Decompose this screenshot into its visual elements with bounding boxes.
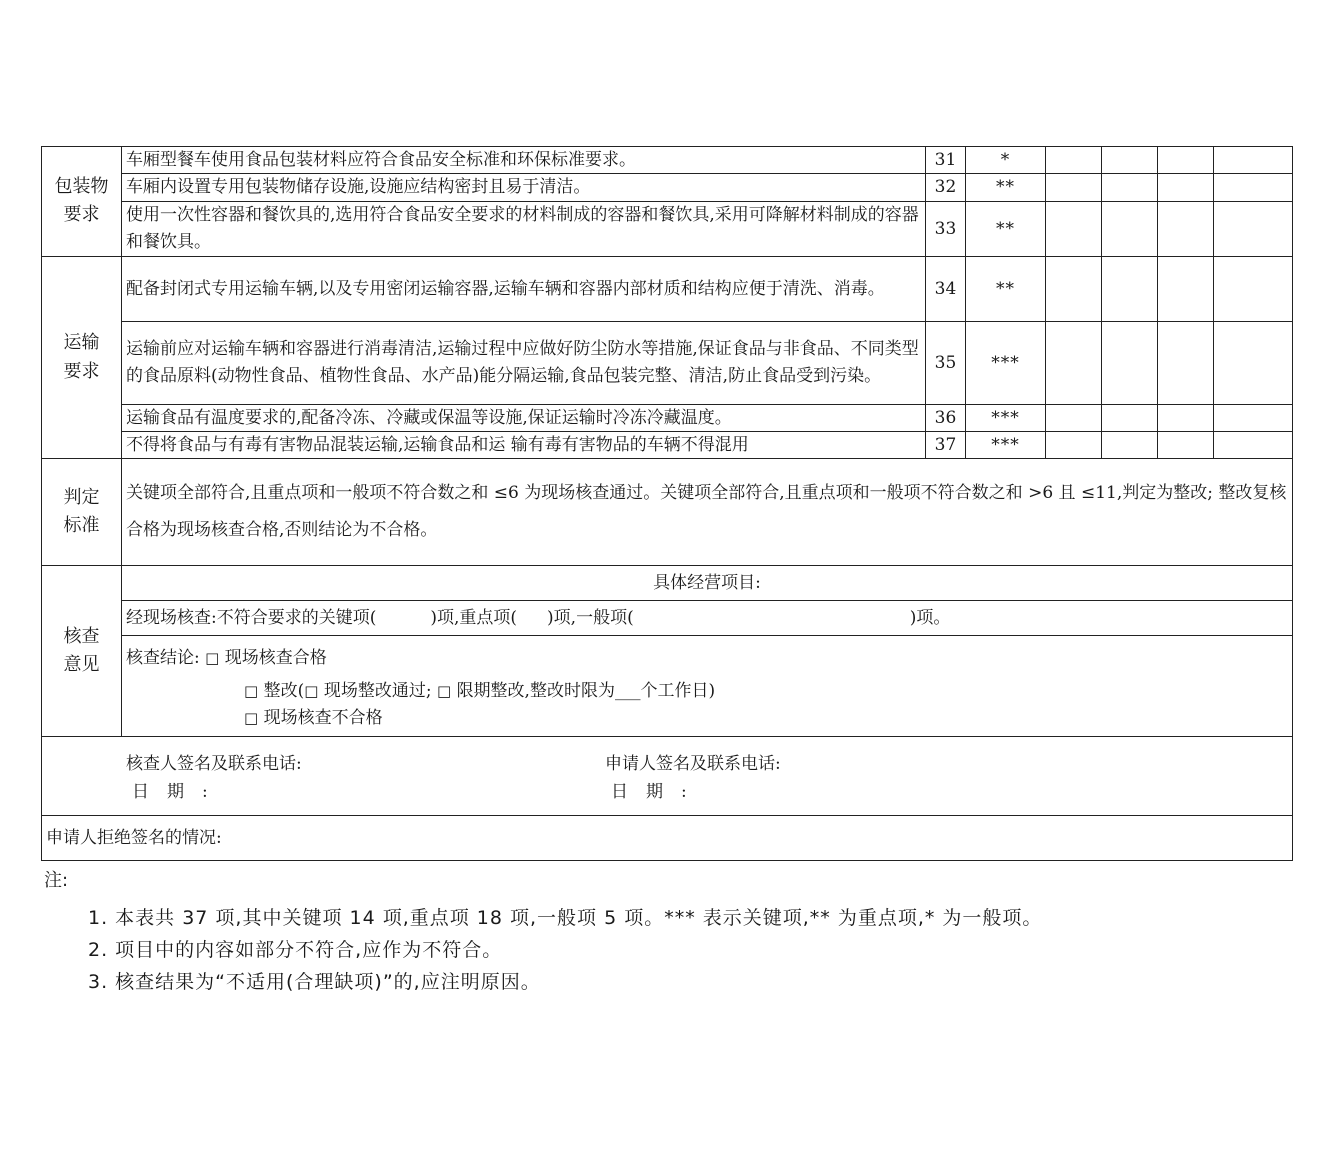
result-cell[interactable] [1158, 256, 1214, 321]
requirement-text: 运输食品有温度要求的,配备冷冻、冷藏或保温等设施,保证运输时冷冻冷藏温度。 [122, 404, 926, 431]
fail-option-label: 现场核查不合格 [263, 707, 383, 728]
notes-list [44, 902, 1042, 998]
judge-row [42, 459, 1293, 566]
inspector-signature-label[interactable]: 核查人签名及联系电话: [126, 754, 302, 775]
requirement-text: 车厢内设置专用包装物储存设施,设施应结构密封且易于清洁。 [122, 174, 926, 201]
findings-line [122, 601, 1293, 636]
limited-rectify-label: 限期整改,整改时限为___个工作日) [456, 680, 716, 701]
item-level: *** [966, 432, 1046, 459]
result-cell[interactable] [1102, 404, 1158, 431]
item-level: *** [966, 321, 1046, 404]
result-cell[interactable] [1102, 432, 1158, 459]
signature-row [42, 737, 1293, 816]
result-cell[interactable] [1102, 321, 1158, 404]
rectify-pass-label: 现场整改通过; [323, 680, 432, 701]
result-cell[interactable] [1158, 432, 1214, 459]
applicant-date-label[interactable]: 日期: [611, 781, 705, 802]
result-cell[interactable] [1046, 147, 1102, 174]
section-judge-label: 判定 标准 [42, 459, 122, 566]
section-transport-label: 运输 要求 [42, 256, 122, 459]
item-number: 36 [926, 404, 966, 431]
remark-cell[interactable] [1214, 432, 1293, 459]
requirement-text: 配备封闭式专用运输车辆,以及专用密闭运输容器,运输车辆和容器内部材质和结构应便于清洗、消毒。 [122, 256, 926, 321]
requirement-text: 车厢型餐车使用食品包装材料应符合食品安全标准和环保标准要求。 [122, 147, 926, 174]
item-number: 33 [926, 201, 966, 256]
note-item: 3. 核查结果为“不适用(合理缺项)”的,应注明原因。 [88, 971, 541, 993]
remark-cell[interactable] [1214, 201, 1293, 256]
rectify-option-label: 整改( [263, 680, 305, 701]
requirement-text: 不得将食品与有毒有害物品混装运输,运输食品和运 输有毒有害物品的车辆不得混用 [122, 432, 926, 459]
result-cell[interactable] [1102, 201, 1158, 256]
remark-cell[interactable] [1214, 174, 1293, 201]
result-cell[interactable] [1102, 174, 1158, 201]
remark-cell[interactable] [1214, 147, 1293, 174]
item-level: ** [966, 201, 1046, 256]
conclusion-label: 核查结论: [126, 647, 200, 668]
item-level: *** [966, 404, 1046, 431]
remark-cell[interactable] [1214, 321, 1293, 404]
result-cell[interactable] [1158, 174, 1214, 201]
result-cell[interactable] [1046, 321, 1102, 404]
item-number: 31 [926, 147, 966, 174]
inspector-signature-block [126, 751, 302, 805]
table-row [42, 201, 1293, 256]
signature-cell [42, 737, 1293, 816]
limited-rectify-checkbox[interactable]: □ [436, 681, 452, 700]
notes-title: 注: [44, 870, 69, 891]
requirement-text: 使用一次性容器和餐饮具的,选用符合食品安全要求的材料制成的容器和餐饮具,采用可降解材料制成的容器和餐饮具。 [122, 201, 926, 256]
findings-major-suffix: )项,一般项( [547, 608, 634, 629]
result-cell[interactable] [1046, 201, 1102, 256]
section-packaging-label: 包装物 要求 [42, 147, 122, 257]
opinion-row [42, 636, 1293, 737]
item-level: ** [966, 174, 1046, 201]
table-row [42, 432, 1293, 459]
remark-cell[interactable] [1214, 256, 1293, 321]
inspector-date-label[interactable]: 日期: [132, 781, 226, 802]
note-item: 2. 项目中的内容如部分不符合,应作为不符合。 [88, 939, 503, 961]
remark-cell[interactable] [1214, 404, 1293, 431]
result-cell[interactable] [1046, 256, 1102, 321]
table-row [42, 174, 1293, 201]
business-scope-field[interactable]: 具体经营项目: [122, 566, 1293, 601]
item-number: 32 [926, 174, 966, 201]
result-cell[interactable] [1046, 174, 1102, 201]
conclusion-block [122, 636, 1293, 737]
item-number: 34 [926, 256, 966, 321]
result-cell[interactable] [1158, 404, 1214, 431]
result-cell[interactable] [1102, 256, 1158, 321]
notes-section [44, 866, 1042, 998]
item-level: * [966, 147, 1046, 174]
table-row [42, 147, 1293, 174]
findings-general-suffix: )项。 [909, 608, 951, 629]
findings-prefix: 经现场核查:不符合要求的关键项( [126, 608, 377, 629]
result-cell[interactable] [1158, 201, 1214, 256]
requirement-text: 运输前应对运输车辆和容器进行消毒清洁,运输过程中应做好防尘防水等措施,保证食品与非食品、不同类型的食品原料(动物性食品、植物性食品、水产品)能分隔运输,食品包装完整、清洁,防止食品受到污染。 [122, 321, 926, 404]
pass-option-label: 现场核查合格 [224, 647, 327, 668]
item-number: 35 [926, 321, 966, 404]
judge-criteria-text: 关键项全部符合,且重点项和一般项不符合数之和 ≤6 为现场核查通过。关键项全部符合,且重点项和一般项不符合数之和 >6 且 ≤11,判定为整改; 整改复核合格为现场核查合格,否则结论为不合格。 [122, 459, 1293, 566]
pass-checkbox[interactable]: □ [205, 648, 220, 667]
fail-checkbox[interactable]: □ [244, 708, 259, 727]
section-opinion-label: 核查 意见 [42, 566, 122, 737]
result-cell[interactable] [1158, 147, 1214, 174]
inspection-table [41, 146, 1293, 861]
refusal-field[interactable]: 申请人拒绝签名的情况: [42, 816, 1293, 861]
findings-key-suffix: )项,重点项( [430, 608, 518, 629]
result-cell[interactable] [1158, 321, 1214, 404]
result-cell[interactable] [1046, 404, 1102, 431]
table-row [42, 404, 1293, 431]
applicant-signature-block [605, 751, 781, 805]
table-row [42, 321, 1293, 404]
rectify-checkbox[interactable]: □ [244, 681, 259, 700]
opinion-row [42, 566, 1293, 601]
result-cell[interactable] [1102, 147, 1158, 174]
table-row [42, 256, 1293, 321]
item-level: ** [966, 256, 1046, 321]
result-cell[interactable] [1046, 432, 1102, 459]
item-number: 37 [926, 432, 966, 459]
refusal-row [42, 816, 1293, 861]
note-item: 1. 本表共 37 项,其中关键项 14 项,重点项 18 项,一般项 5 项。*** 表示关键项,** 为重点项,* 为一般项。 [88, 907, 1043, 929]
opinion-row [42, 601, 1293, 636]
applicant-signature-label[interactable]: 申请人签名及联系电话: [605, 754, 781, 775]
rectify-pass-checkbox[interactable]: □ [304, 681, 319, 700]
